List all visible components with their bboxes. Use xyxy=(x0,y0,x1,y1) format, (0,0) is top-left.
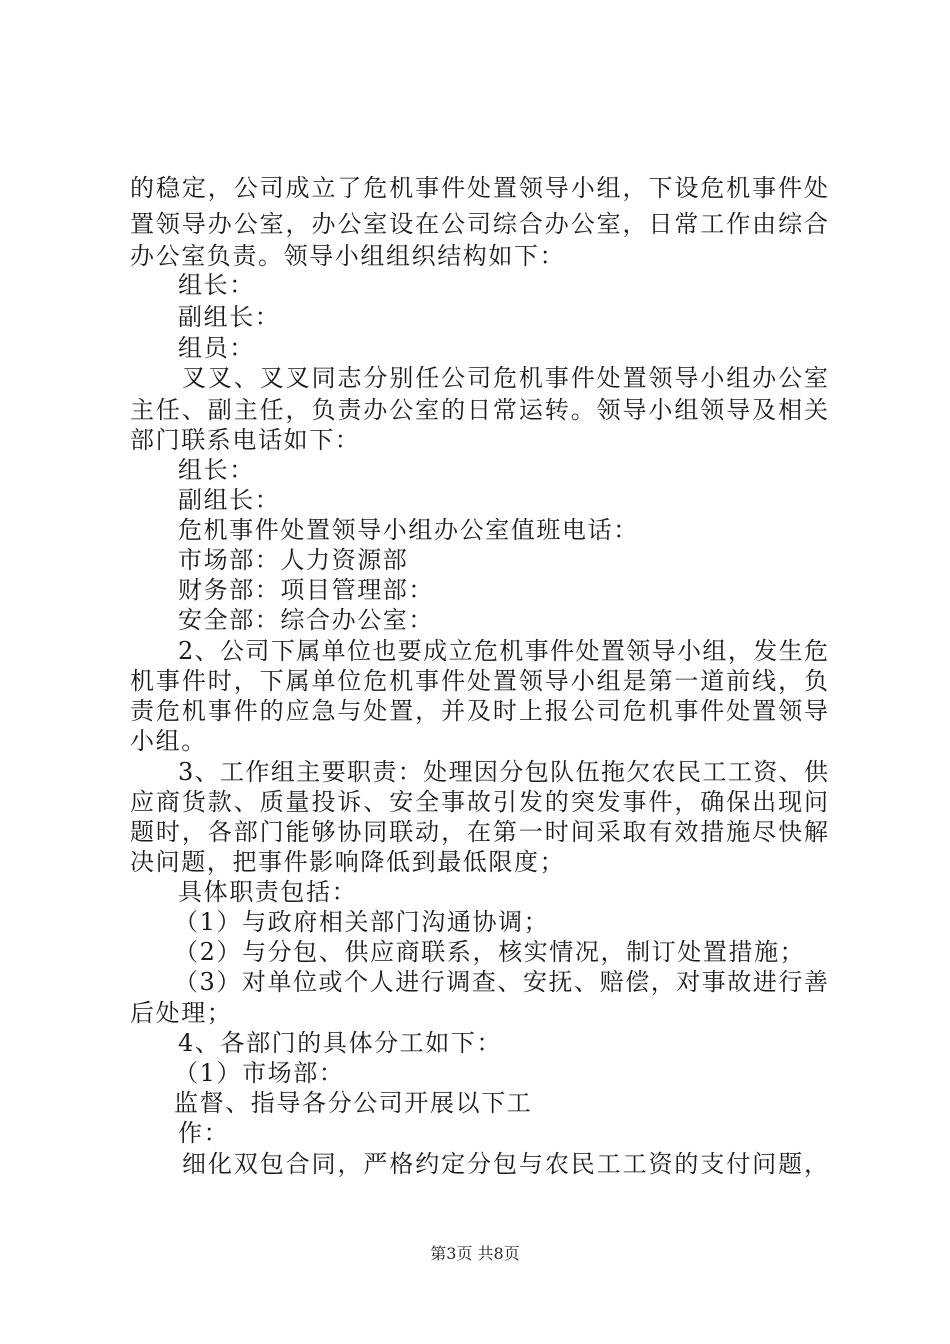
text-line: 安全部：综合办公室： xyxy=(178,606,434,634)
text-line: 应商货款、质量投诉、安全事故引发的突发事件，确保出现问 xyxy=(130,788,828,816)
text-line: 置领导办公室，办公室设在公司综合办公室，日常工作由综合 xyxy=(130,210,828,238)
text-line: 决问题，把事件影响降低到最低限度； xyxy=(130,848,566,876)
text-line: 责危机事件的应急与处置，并及时上报公司危机事件处置领导 xyxy=(130,697,828,725)
text-line: 3、工作组主要职责：处理因分包队伍拖欠农民工工资、供 xyxy=(178,758,828,786)
text-line: 主任、副主任，负责办公室的日常运转。领导小组领导及相关 xyxy=(130,396,828,424)
text-line: 2、公司下属单位也要成立危机事件处置领导小组，发生危 xyxy=(178,637,828,665)
text-line: 小组。 xyxy=(130,727,207,755)
text-line: （3）对单位或个人进行调查、安抚、赔偿，对事故进行善 xyxy=(174,968,828,996)
text-line: 组长： xyxy=(178,271,255,299)
text-line: 办公室负责。领导小组组织结构如下： xyxy=(130,242,566,270)
text-line: 市场部：人力资源部 xyxy=(178,546,409,574)
text-line: 4、各部门的具体分工如下： xyxy=(178,1029,503,1057)
text-line: 危机事件处置领导小组办公室值班电话： xyxy=(178,516,639,544)
text-line: 监督、指导各分公司开展以下工 xyxy=(174,1089,533,1117)
text-line: 部门联系电话如下： xyxy=(130,426,361,454)
text-line: 后处理； xyxy=(130,999,233,1027)
text-line: 机事件时，下属单位危机事件处置领导小组是第一道前线，负 xyxy=(130,667,828,695)
text-line: 细化双包合同，严格约定分包与农民工工资的支付问题， xyxy=(182,1150,828,1178)
text-line: 副组长： xyxy=(178,303,281,331)
text-line: 组员： xyxy=(178,334,255,362)
text-line: 的稳定，公司成立了危机事件处置领导小组，下设危机事件处 xyxy=(130,174,828,202)
text-line: （1）与政府相关部门沟通协调； xyxy=(174,908,550,936)
page-footer: 第3页 共8页 xyxy=(430,1244,520,1263)
text-line: 叉叉、叉叉同志分别任公司危机事件处置领导小组办公室 xyxy=(182,364,828,392)
text-line: （2）与分包、供应商联系，核实情况，制订处置措施； xyxy=(174,938,806,966)
text-line: 作： xyxy=(178,1119,230,1147)
text-line: （1）市场部： xyxy=(174,1059,345,1087)
text-line: 财务部：项目管理部： xyxy=(178,576,434,604)
text-line: 组长： xyxy=(178,456,255,484)
text-line: 具体职责包括： xyxy=(178,878,358,906)
text-line: 副组长： xyxy=(178,486,281,514)
text-line: 题时，各部门能够协同联动，在第一时间采取有效措施尽快解 xyxy=(130,818,828,846)
